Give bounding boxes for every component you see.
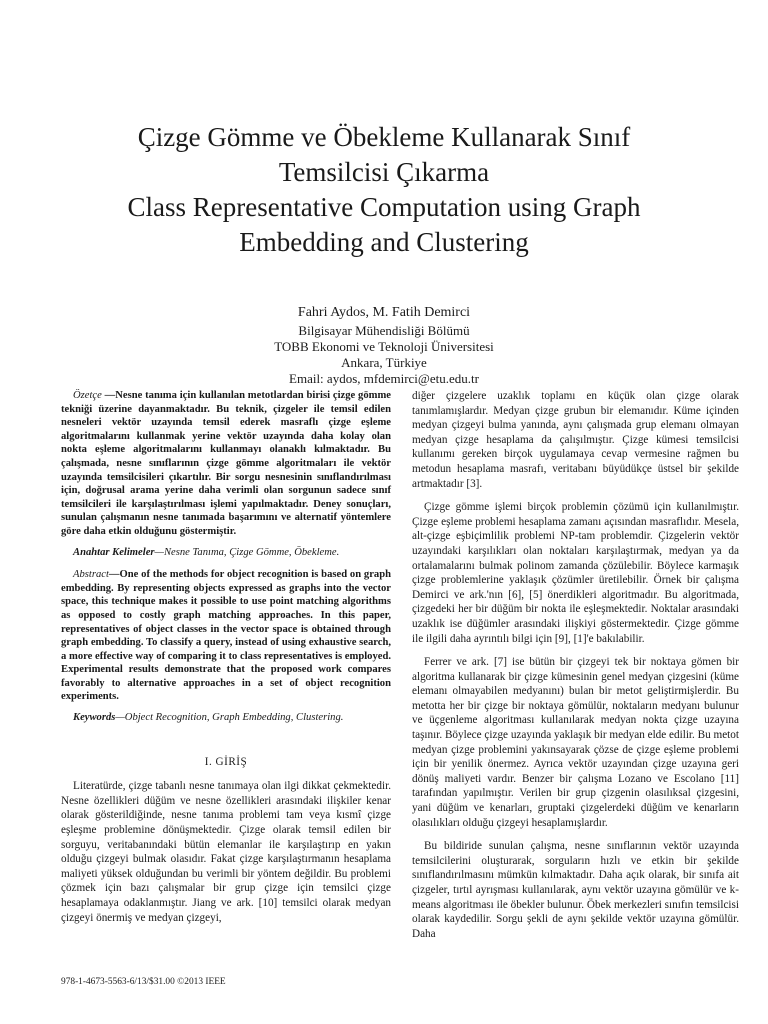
title-en-line-2: Embedding and Clustering [239, 227, 529, 257]
title-tr-line-1: Çizge Gömme ve Öbekleme Kullanarak Sınıf [137, 122, 631, 152]
author-names: Fahri Aydos, M. Fatih Demirci [297, 305, 471, 320]
body-paragraph: diğer çizgelere uzaklık toplamı en küçük olan çizge olarak tanımlamışlardır. Medyan çizge grubun bir elemanıdır. Küme içinden medyan çizgeyi bulma yanında, aynı çalışmada grup elemanı olmayan medyan çizge hesaplama da çalışılmıştır. Çizge kümesi temsilcisi kullanımı gereken birçok uygulamaya cevap vermesine rağmen bu metodun hesaplama masrafı, veritabanı büyüdükçe üstsel bir şekilde artmaktadır [3]. [412, 390, 739, 490]
abstract-label: Abstract [73, 569, 109, 581]
title-tr-line-2: Temsilcisi Çıkarma [278, 157, 490, 187]
author-email: Email: aydos, mfdemirci@etu.edu.tr [289, 371, 479, 386]
body-paragraph: Literatürde, çizge tabanlı nesne tanımaya olan ilgi dikkat çekmektedir. Nesne özellikleri düğüm ve nesne özellikleri arasındaki ilişkiler kenar olarak gösterildiğinde, nesne tanıma problemi tam veya kısmî çizge eşleşme problemine dönüşmektedir. Çizge olarak temsil edilen bir sorguyu, veritabanındaki bütün elemanlar ile karşılaştırıp en yakın olduğu çizgeyi bulmak olasıdır. Fakat çizge karşılaştırmanın hesaplama maliyeti yüksek olduğundan bu verimli bir yöntem değildir. Bu problemi çözmek için bazı çalışmalar bir grup çizge için temsilci çizge hesaplamaya odaklanmıştır. Jiang ve ark. [10] temsilci olarak medyan çizgeyi önermiş ve medyan çizgeyi, [61, 780, 391, 924]
ozetce-label: Özetçe [73, 390, 102, 401]
body-paragraph: Bu bildiride sunulan çalışma, nesne sınıflarının vektör uzayında temsilcilerini oluşturarak, sorguların hızlı ve etkin bir şekilde sınıflandırılmasını mümkün kılmaktadır. Daha açık olarak, bir sınıfa ait çizgeler, tırtıl ayrışması kullanılarak, aynı vektör uzayına gömülür ve k-means algoritması ile öbekler bulunur. Öbek merkezleri sınıfın temsilcisi olarak kaydedilir. Sorgu şekli de aynı şekilde vektör uzayına gömülür. Daha [412, 840, 739, 940]
abstract-paragraph [61, 568, 391, 704]
author-university: TOBB Ekonomi ve Teknoloji Üniversitesi [274, 339, 494, 354]
paper-title [60, 120, 708, 260]
keywords-paragraph [61, 711, 391, 725]
keywords-label: Keywords [73, 712, 116, 724]
copyright-notice: 978-1-4673-5563-6/13/$31.00 ©2013 IEEE [61, 977, 226, 987]
abstract-text: —One of the methods for object recognition is based on graph embedding. By representing objects expressed as graphs into the vector space, this technique makes it possible to use point matching algorithms as opposed to costly graph matching approaches. In this paper, representatives of object classes in the vector space is obtained through graph embedding. To classify a query, instead of using exhaustive search, a more effective way of comparing it to class representatives is employed. Experimental results demonstrate that the proposed work compares favorably to alternative approaches in a set of object recognition experiments. [61, 569, 391, 703]
section-heading-giris: I. GİRİŞ [204, 755, 248, 768]
left-column [61, 389, 391, 934]
body-paragraph: Çizge gömme işlemi birçok problemin çözümü için kullanılmıştır. Çizge eşleme problemi hesaplama zamanı açısından masraflıdır. Mesela, alt-çizge eşbiçimlilik problemi NP-tam problemdir. Çizgelerin vektör uzayındaki karşılıkları olan noktaları karşılaştırmak, medyan ya da ortalamalarını bulmak polinom zamanda çözülebilir. Böylece karmaşık çizge problemlerine yaklaşık çözümler üretilebilir. Örnek bir çalışma Demirci ve ark.'nın [6], [5] önerdikleri algoritmadır. Bu algoritmada, çizgedeki her bir düğüm bir nokta ile eşleşmektedir. Noktalar arasındaki uzaklık ise düğümler arasındaki ilişkiyi göstermektedir. Çizge gömme ile ilgili daha ayrıntılı bilgi için [9], [1]'e bakılabilir. [412, 501, 739, 645]
keywords-text: —Object Recognition, Graph Embedding, Clustering. [115, 712, 344, 724]
author-department: Bilgisayar Mühendisliği Bölümü [298, 323, 470, 338]
author-location: Ankara, Türkiye [341, 355, 427, 370]
author-block [180, 304, 588, 387]
ozetce-text: —Nesne tanıma için kullanılan metotlardan birisi çizge gömme tekniği üzerine dayanmaktadır. Bu teknik, çizgeler ile temsil edilen nesneleri vektör uzayında temsil ederek masraflı çizge eşleme algoritmalarını kullanmak yerine vektör uzayında daha kolay olan nokta eşleme algoritmalarını kullanmayı olanaklı kılmaktadır. Bu çalışmada, nesne sınıflarının çizge gömme algoritmaları ile vektör uzayında temsilcisileri çıkartılır. Bir sorgu nesnesinin sınıflandırılması için, doğrusal arama yerine daha verimli olan sorgunun sadece sınıf temsilcileri ile karşılaştırılması işlemi yapılmaktadır. Deney sonuçları, sunulan çalışmanın nesne tanımada başarımını ve alternatif yöntemlere göre daha etkin olduğunu göstermiştir. [61, 390, 391, 537]
right-column [412, 389, 739, 950]
title-en-line-1: Class Representative Computation using Graph [127, 192, 641, 222]
anahtar-kelimeler-paragraph [61, 546, 391, 560]
anahtar-text: —Nesne Tanıma, Çizge Gömme, Öbekleme. [154, 546, 340, 558]
ozetce-paragraph [61, 389, 391, 539]
body-paragraph: Ferrer ve ark. [7] ise bütün bir çizgeyi tek bir noktaya gömen bir algoritma kullanarak bir çizge kümesinin genel medyan çizgesini (küme elemanı olmayabilen medyanını) bulan bir metot geliştirmişlerdir. Bu metotta her bir çizge bir noktaya gömülür, noktaların medyanı bulunur ve üçgenleme algoritması kullanılarak medyan nokta çizge uzayına taşınır. Böylece çizge uzayında yaklaşık bir medyan elde edilir. Bu metot medyan çizge problemini yakınsayarak çözse de çizge eşleme problemi için bir yenilik önermez. Ayrıca vektör uzayından çizge uzayına geri dönüş maliyeti vardır. Benzer bir çalışma Lozano ve Escolano [11] tarafından yapılmıştır. Verilen bir grup çizgenin olasılıksal çizgesini, yani düğüm ve kenarları, gruptaki çizgelerdeki düğüm ve kenarların olasılıkları olduğu çizgeyi hesaplamışlardır. [412, 656, 739, 829]
anahtar-label: Anahtar Kelimeler [73, 546, 155, 558]
